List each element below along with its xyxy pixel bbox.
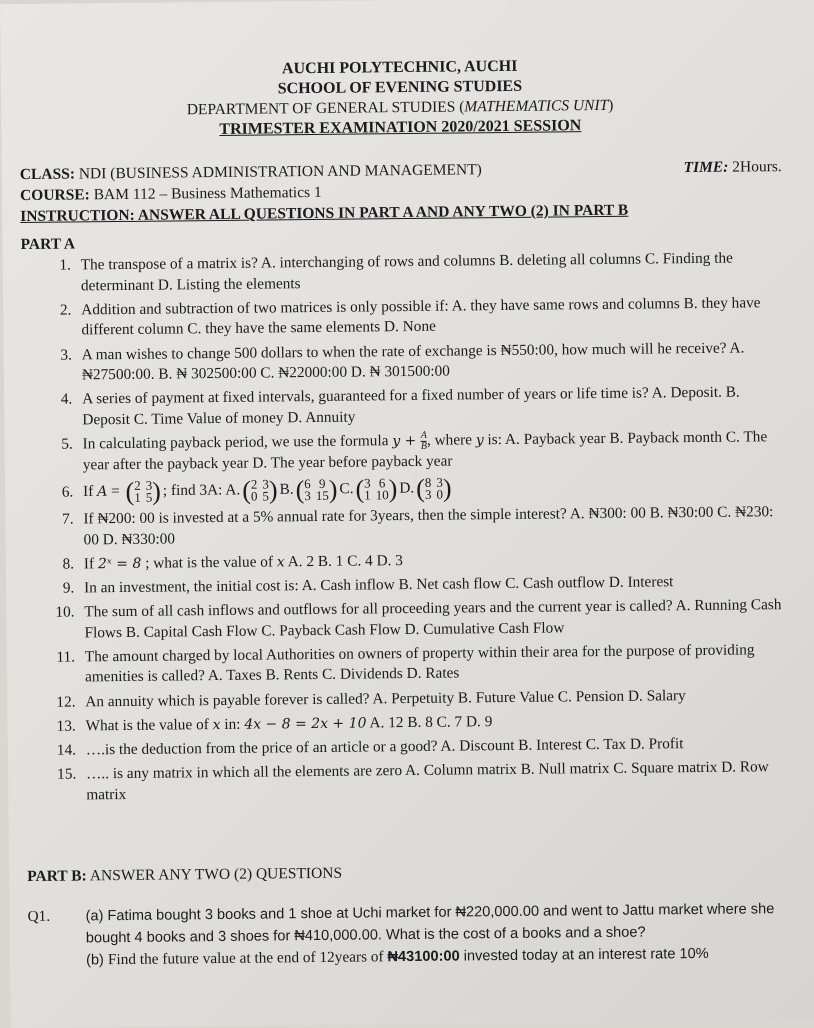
part-b-subtitle: ANSWER ANY TWO (2) QUESTIONS <box>86 865 343 885</box>
question-4: 4. A series of payment at fixed intervals, guaranteed for a fixed number of years or life time is? A. Deposit. B. Deposit C. Time Value of money D. Annuity <box>76 382 784 431</box>
exam-header <box>19 54 782 142</box>
matrix-a: ( 2 3 1 5 ) <box>125 476 162 507</box>
q1-label: Q1. <box>27 908 51 926</box>
matrix-option-d: ( 8 3 3 0 ) <box>416 473 452 504</box>
question-5: 5. In calculating payback period, we use the formula y + $\frac{A}{B}$ , where y is: A. Payback year B. Payback month C. The year after the payback year D. The year before payback year <box>77 427 785 476</box>
question-3: 3. A man wishes to change 500 dollars to when the rate of exchange is ₦550:00, how much will he receive? A. ₦27500:00. B. ₦ 302500:00 C. ₦22000:00 D. ₦ 301500:00 <box>76 338 784 387</box>
instruction: INSTRUCTION: ANSWER ALL QUESTIONS IN PART A AND ANY TWO (2) IN PART B <box>20 201 629 226</box>
question-7: 7. If ₦200: 00 is invested at a 5% annual rate for 3years, then the simple interest? A. ₦300: 00 B. ₦30:00 C. ₦230: 00 D. ₦330:00 <box>77 502 785 551</box>
question-6: 6. If A = ( 2 3 1 5 ) ; find 3A: A. ( 2 3 0 5 ) B. ( 6 9 3 15 ) C. ( 3 6 1 10 ) D. ( 8 3 3 0 ) <box>77 472 785 505</box>
question-1: 1. The transpose of a matrix is? A. interchanging of rows and columns B. deleting all columns C. Finding the determinant D. Listing the elements <box>75 248 783 297</box>
department-unit: MATHEMATICS UNIT <box>464 96 609 116</box>
question-10: 10. The sum of all cash inflows and outflows for all proceeding years and the current year is called? A. Running Cash Flows B. Capital Cash Flow C. Payback Cash Flow D. Cumulative Cash Flow <box>78 595 786 644</box>
question-2: 2. Addition and subtraction of two matrices is only possible if: A. they have same rows and columns B. they have different column C. they have the same elements D. None <box>75 293 783 342</box>
part-b-heading <box>27 860 789 886</box>
course-value: BAM 112 – Business Mathematics 1 <box>89 183 322 204</box>
matrix-option-b: ( 6 9 3 15 ) <box>295 475 338 505</box>
department-line: DEPARTMENT OF GENERAL STUDIES (MATHEMATICS UNIT) <box>186 96 614 119</box>
question-8: 8. If 2ˣ = 8 ; what is the value of x A. 2 B. 1 C. 4 D. 3 <box>78 547 786 575</box>
school-name: SCHOOL OF EVENING STUDIES <box>277 77 523 98</box>
question-14: 14. ….is the deduction from the price of an article or a good? A. Discount B. Interest C. Tax D. Profit <box>80 733 788 761</box>
exam-title: TRIMESTER EXAMINATION 2020/2021 SESSION <box>219 117 582 138</box>
part-b-question-1 <box>27 898 790 972</box>
part-a-questions <box>21 248 789 806</box>
matrix-option-c: ( 3 6 1 10 ) <box>355 474 398 504</box>
question-11: 11. The amount charged by local Authorities on owners of property within their area for the purpose of providing amenities is called? A. Taxes B. Rents C. Dividends D. Rates <box>79 640 787 689</box>
part-a-title: PART A <box>20 235 76 254</box>
time-value: 2Hours. <box>728 158 782 176</box>
exam-meta <box>20 156 783 227</box>
class-value: NDI (BUSINESS ADMINISTRATION AND MANAGEMENT) <box>74 161 482 183</box>
course-label: COURSE: <box>19 186 90 205</box>
part-b-title: PART B: <box>27 867 87 886</box>
time-label: TIME: <box>683 158 729 177</box>
question-15: 15. ….. is any matrix in which all the elements are zero A. Column matrix B. Null matrix C. Square matrix D. Row matrix <box>80 757 788 806</box>
question-12: 12. An annuity which is payable forever is called? A. Perpetuity B. Future Value C. Pension D. Salary <box>79 685 787 713</box>
question-13: 13. What is the value of x in: 4x − 8 = 2x + 10 A. 12 B. 8 C. 7 D. 9 <box>79 709 787 737</box>
q1-part-a: (a) Fatima bought 3 books and 1 shoe at Uchi market for ₦220,000.00 and went to Jattu market where she bought 4 books and 3 shoes for ₦410,000.00. What is the cost of a books and a shoe? <box>85 901 775 947</box>
institution-name: AUCHI POLYTECHNIC, AUCHI <box>281 57 518 78</box>
formula-fraction: $\frac{A}{B}$ <box>420 429 428 453</box>
question-9: 9. In an investment, the initial cost is: A. Cash inflow B. Net cash flow C. Cash outflow D. Interest <box>78 571 786 599</box>
q1-part-b: (b) Find the future value at the end of 12years of ₦43100:00 invested today at an interest rate 10% <box>85 946 709 969</box>
class-label: CLASS: <box>19 165 76 184</box>
matrix-option-a: ( 2 3 0 5 ) <box>242 475 278 506</box>
